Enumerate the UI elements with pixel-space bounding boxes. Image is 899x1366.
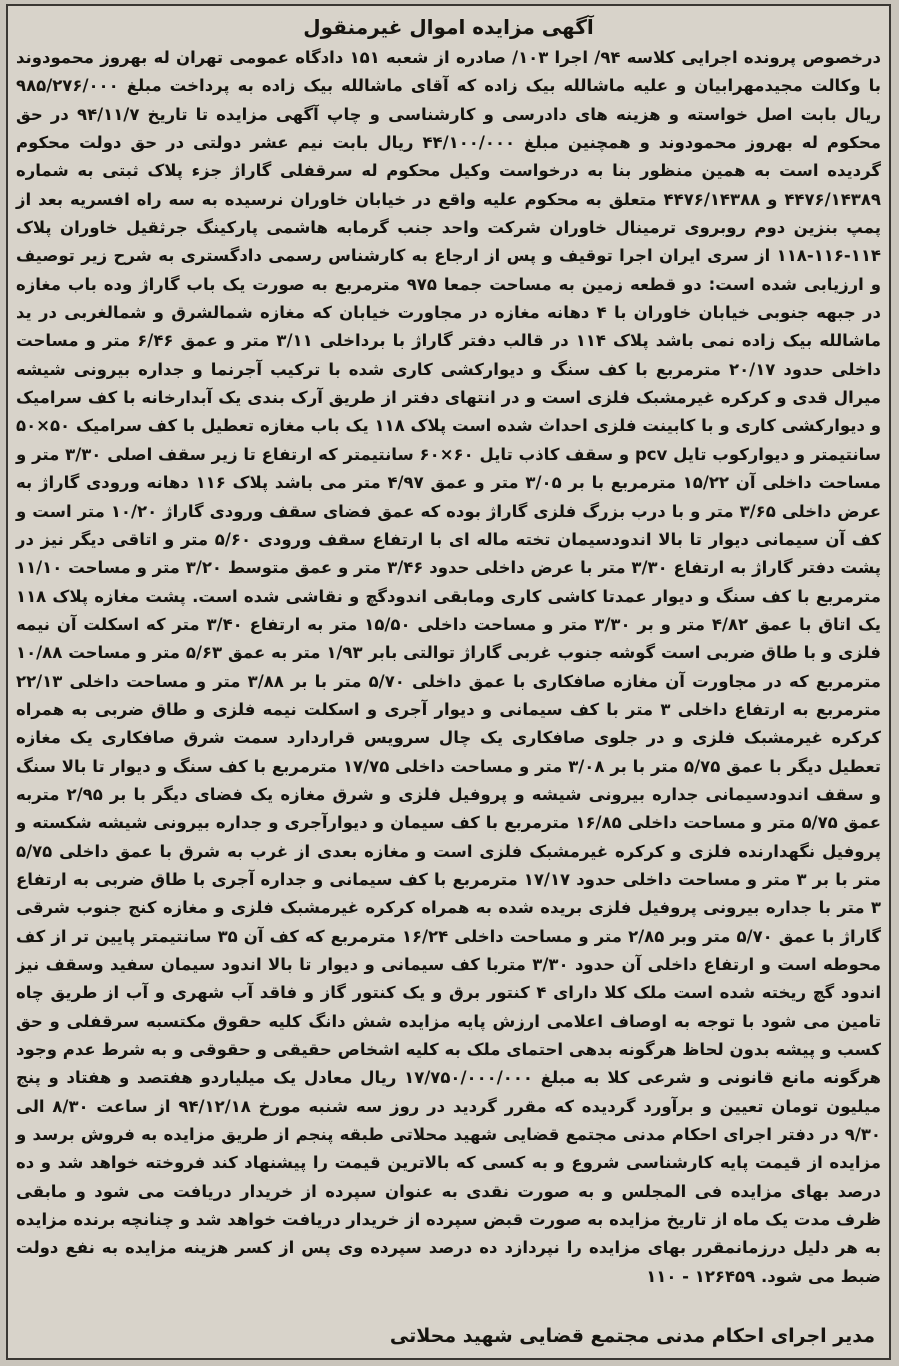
newspaper-clipping [6, 4, 891, 1360]
notice-title: آگهی مزایده اموال غیرمنقول [303, 15, 594, 39]
notice-content [16, 12, 881, 1352]
notice-body: درخصوص پرونده اجرایی کلاسه ۹۴/ اجرا ۱۰۳/ صادره از شعبه ۱۵۱ دادگاه عمومی تهران له بهروز محمودوند با وکالت مجیدمهرابیان و علیه ماشالله بیک زاده که آقای ماشالله بیک زاده به پرداخت مبلغ ۹۸۵/۲۷۶/۰۰۰ ریال بابت اصل خواسته و هزینه های دادرسی و کارشناسی و چاپ آگهی مزایده تا تاریخ ۹۴/۱۱/۷ در حق محکوم له بهروز محمودوند و همچنین مبلغ ۴۴/۱۰۰/۰۰۰ ریال بابت نیم عشر دولتی در حق دولت محکوم گردیده است به همین منظور بنا به درخواست وکیل محکوم له سرقفلی گاراژ جزء پلاک ثبتی به شماره ۴۴۷۶/۱۴۳۸۹ و ۴۴۷۶/۱۴۳۸۸ متعلق به محکوم علیه واقع در خیابان خاوران نرسیده به سه راه افسریه بعد از پمپ بنزین دوم روبروی ترمینال خاوران شرکت واحد جنب گرمابه هاشمی پارکینگ جرثقیل خاوران پلاک ۱۱۴-۱۱۶-۱۱۸ از سری ایران اجرا توقیف و پس از ارجاع به کارشناس رسمی دادگستری به شرح زیر توصیف و ارزیابی شده است: دو قطعه زمین به مساحت جمعا ۹۷۵ مترمربع به صورت یک باب گاراژ وده باب مغازه در جبهه جنوبی خیابان خاوران با ۴ دهانه مغازه در مجاورت خیابان که مغازه شمالشرق و شمالغربی در ید ماشالله بیک زاده نمی باشد پلاک ۱۱۴ در قالب دفتر گاراژ با برداخلی ۳/۱۱ متر و عمق ۶/۴۶ متر و مساحت داخلی حدود ۲۰/۱۷ مترمربع با کف سنگ و دیوارکشی کاری شده با ترکیب آجرنما و جداره بیرونی شیشه میرال قدی و کرکره غیرمشبک فلزی است و در انتهای دفتر از طریق آرک بندی یک آبدارخانه با کف سرامیک و دیوارکشی کاری و با کابینت فلزی احداث شده است پلاک ۱۱۸ یک باب مغازه تعطیل با کف سرامیک ۵۰×۵۰ سانتیمتر و دیوارکوب تایل pcv و سقف کاذب تایل ۶۰×۶۰ سانتیمتر که ارتفاع تا زیر سقف اصلی ۳/۳۰ متر و مساحت داخلی آن ۱۵/۲۲ مترمربع با بر ۳/۰۵ متر و عمق ۴/۹۷ متر می باشد پلاک ۱۱۶ دهانه ورودی گاراژ به عرض داخلی ۳/۶۵ متر و با درب بزرگ فلزی گاراژ بوده که عمق فضای سقف ورودی گاراژ ۱۰/۲۰ متر است و کف آن سیمانی دیوار تا بالا اندودسیمان تخته ماله ای با ارتفاع سقف ورودی ۵/۶۰ متر و اتاقی دیگر نیز در پشت دفتر گاراژ به ارتفاع ۳/۳۰ متر با عرض داخلی حدود ۳/۴۶ متر و عمق متوسط ۳/۲۰ متر و مساحت ۱۱/۱۰ مترمربع با کف سنگ و دیوار عمدتا کاشی کاری ومابقی اندودگچ و نقاشی شده است. پشت مغازه پلاک ۱۱۸ یک اتاق با عمق ۴/۸۲ متر و بر ۳/۳۰ متر و مساحت داخلی ۱۵/۵۰ متر به ارتفاع ۳/۴۰ متر که اسکلت آن نیمه فلزی و با طاق ضربی است گوشه جنوب غربی گاراژ توالتی بابر ۱/۹۳ متر به عمق ۵/۶۳ متر و مساحت ۱۰/۸۸ مترمربع که در مجاورت آن مغازه صافکاری با عمق داخلی ۵/۷۰ متر با بر ۳/۸۸ متر و مساحت داخلی ۲۲/۱۳ مترمربع به ارتفاع داخلی ۳ متر با کف سیمانی و دیوار آجری و اسکلت نیمه فلزی و طاق ضربی به همراه کرکره غیرمشبک فلزی و در جلوی صافکاری یک چال سرویس قراردارد سمت شرق صافکاری یک مغازه تعطیل دیگر با عمق ۵/۷۵ متر با بر ۳/۰۸ متر و مساحت داخلی ۱۷/۷۵ مترمربع با کف سنگ و دیوار تا بالا سنگ و سقف اندودسیمانی جداره بیرونی شیشه و پروفیل فلزی و شرق مغازه یک فضای دیگر با بر ۲/۹۵ متربه عمق ۵/۷۵ متر و مساحت داخلی ۱۶/۸۵ مترمربع با کف سیمان و دیوارآجری و جداره بیرونی شیشه شکسته و پروفیل نگهدارنده فلزی و کرکره غیرمشبک فلزی است و مغازه بعدی از غرب به شرق با عمق داخلی ۵/۷۵ متر با بر ۳ متر و مساحت داخلی حدود ۱۷/۱۷ مترمربع با کف سیمانی و جداره آجری با طاق ضربی به ارتفاع ۳ متر با جداره بیرونی پروفیل فلزی بریده شده به همراه کرکره غیرمشبک فلزی و مغازه کنج جنوب شرقی گاراژ با عمق ۵/۷۰ متر وبر ۲/۸۵ متر و مساحت داخلی ۱۶/۲۴ مترمربع که کف آن ۳۵ سانتیمتر پایین تر از کف محوطه است و ارتفاع داخلی آن حدود ۳/۳۰ متربا کف سیمانی و دیوار تا بالا اندود سیمان سفید وسقف نیز اندود گچ ریخته شده است ملک کلا دارای ۴ کنتور برق و یک کنتور گاز و فاقد آب شهری و آب از طریق چاه تامین می شود با توجه به اوصاف اعلامی ارزش پایه مزایده شش دانگ کلیه حقوق مکتسبه سرقفلی و حق کسب و پیشه بدون لحاظ هرگونه بدهی احتمای ملک به کلیه اشخاص حقیقی و حقوقی و به شرط عدم وجود هرگونه مانع قانونی و شرعی کلا به مبلغ ۱۷/۷۵۰/۰۰۰/۰۰۰ ریال معادل یک میلیاردو هفتصد و هفتاد و پنج میلیون تومان تعیین و برآورد گردیده که مقرر گردید در روز سه شنبه مورخ ۹۴/۱۲/۱۸ از ساعت ۸/۳۰ الی ۹/۳۰ در دفتر اجرای احکام مدنی مجتمع قضایی شهید محلاتی طبقه پنجم از طریق مزایده به فروش برسد و مزایده از قیمت پایه کارشناسی شروع و به کسی که بالاترین قیمت را پیشنهاد کند فروخته خواهد شد و ده درصد بهای مزایده فی المجلس و به صورت نقدی به عنوان سپرده از خریدار دریافت می شود و مابقی ظرف مدت یک ماه از تاریخ مزایده به صورت قبض سپرده از خریدار دریافت خواهد شد و چنانچه برنده مزایده به هر دلیل درزمانمقرر بهای مزایده را نپردازد ده درصد سپرده وی پس از کسر هزینه مزایده به نفع دولت ضبط می شود. ۱۲۶۴۵۹ - ۱۱۰ [16, 48, 882, 1286]
notice-signature: مدیر اجرای احکام مدنی مجتمع قضایی شهید محلاتی [389, 1325, 875, 1347]
